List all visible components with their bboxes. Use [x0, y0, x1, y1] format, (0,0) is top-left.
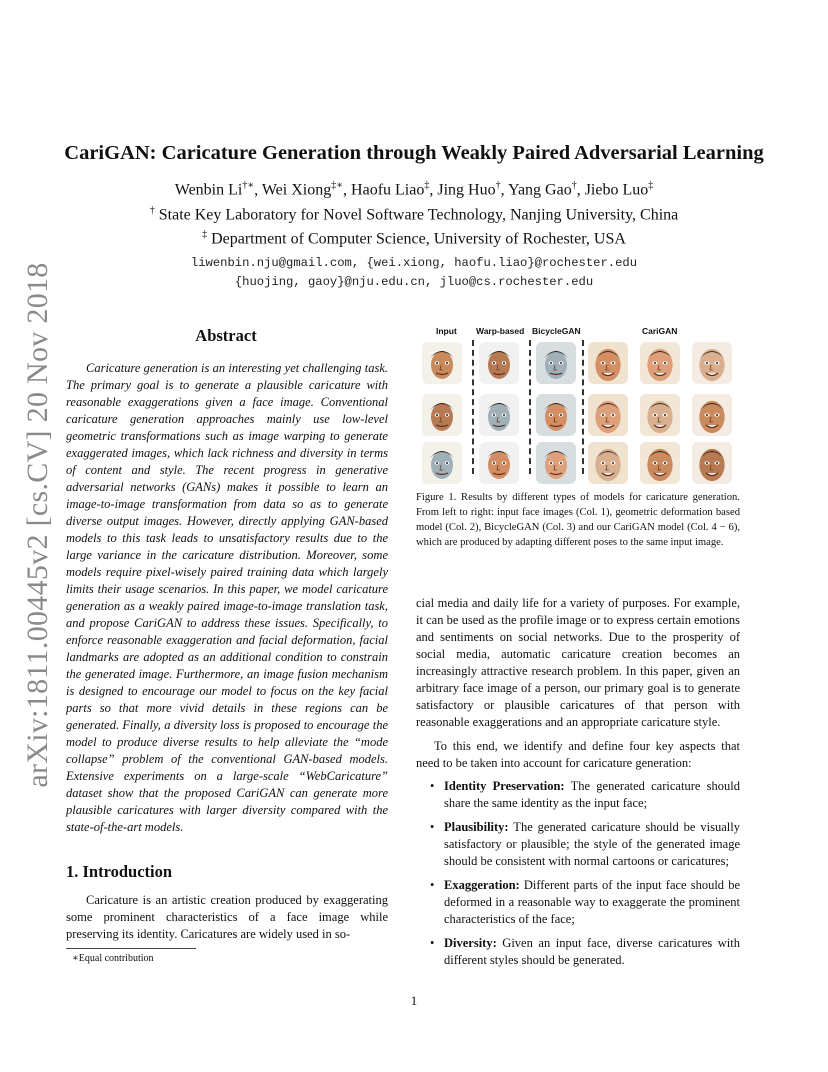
author-mark: † — [571, 180, 577, 191]
face-thumbnail — [479, 394, 519, 436]
column-header-bicyclegan: BicycleGAN — [532, 326, 581, 336]
aspect-term: Plausibility: — [444, 820, 509, 834]
figure-1-caption: Figure 1. Results by different types of models for caricature generation. From left to right: input face images (Col. 1), geometric deformation based model (Col. 2), BicycleGAN (Col. 3) and our CariGAN model (Col. 4 − 6), which are produced by adapting different poses to the same input image. — [416, 492, 740, 548]
affiliation-nanjing — [0, 205, 828, 224]
face-thumbnail — [422, 442, 462, 484]
affiliation-text: State Key Laboratory for Novel Software Technology, Nanjing University, China — [154, 206, 679, 224]
page-number: 1 — [410, 993, 418, 1008]
aspect-term: Exaggeration: — [444, 878, 520, 892]
arxiv-id-text: arXiv:1811.00445v2 [cs.CV] 20 Nov 2018 — [21, 262, 54, 788]
author-emails-line-2: {huojing, gaoy}@nju.edu.cn, jluo@cs.rochester.edu — [234, 275, 594, 289]
author-mark: ‡ — [424, 180, 430, 191]
author-list — [0, 180, 828, 199]
column-divider — [582, 340, 584, 474]
face-thumbnail — [536, 342, 576, 384]
author-name: Wenbin Li — [174, 181, 243, 199]
introduction-heading: 1. Introduction — [66, 862, 173, 881]
face-thumbnail — [692, 394, 732, 436]
aspect-text: The generated caricature should be visually satisfactory or plausible; the style of the generated image should be consistent with normal cartoons or caricatures; — [444, 820, 740, 868]
introduction-body: Caricature is an artistic creation produced by exaggerating some prominent characteristics of a face image while preserving its identity. Caricatures are widely used in so- — [66, 893, 388, 941]
author-name: Yang Gao — [507, 181, 572, 199]
author-name: Jiebo Luo — [584, 181, 649, 199]
aspects-intro: To this end, we identify and define four key aspects that need to be taken into account for caricature generation: — [416, 739, 740, 770]
column-header-carigan: CariGAN — [642, 326, 678, 336]
abstract-heading: Abstract — [195, 326, 257, 345]
author-name: Wei Xiong — [261, 181, 332, 199]
face-thumbnail — [422, 394, 462, 436]
column-header-warp-based: Warp-based — [476, 326, 525, 336]
aspect-text: The generated caricature should share the same identity as the input face; — [444, 779, 740, 810]
author-name: Haofu Liao — [351, 181, 425, 199]
author-separator: , — [576, 181, 585, 199]
aspect-text: Given an input face, diverse caricatures with different styles should be generated. — [444, 936, 740, 967]
paper-title: CariGAN: Caricature Generation through Weakly Paired Adversarial Learning — [64, 142, 764, 164]
author-separator: , — [254, 181, 262, 199]
face-thumbnail — [640, 394, 680, 436]
face-thumbnail — [640, 442, 680, 484]
face-thumbnail — [479, 342, 519, 384]
author-mark: ‡∗ — [331, 180, 344, 191]
author-separator: , — [429, 181, 438, 199]
abstract-body: Caricature generation is an interesting yet challenging task. The primary goal is to generate a plausible caricature with reasonable exaggerations given a face image. Conventional caricature generation approaches mainly use low-level geometric transformations such as image warping to generate exaggerated images, which lack richness and diversity in terms of content and style. The recent progress in generative adversarial networks (GANs) makes it possible to learn an image-to-image transformation from data so as to generate diverse output images. However, directly applying GAN-based models to this task leads to unsatisfactory results due to the large variance in the caricature distribution. Moreover, some models require pixel-wisely paired training data which largely limits their usage scenarios. In this paper, we model caricature generation as a weakly paired image-to-image translation task, and propose CariGAN to address these issues. Specifically, to enforce reasonable exaggeration and facial deformation, facial landmarks are adopted as an additional condition to constrain the generated image. Furthermore, an image fusion mechanism is designed to encourage our model to focus on the key facial parts so that more vivid details in these regions can be generated. Finally, a diversity loss is proposed to encourage the model to produce diverse results to help alleviate the “mode collapse” problem of the conventional GAN-based models. Extensive experiments on a large-scale “WebCaricature” dataset show that the proposed CariGAN can generate more plausible caricatures with larger diversity compared with the state-of-the-art models. — [66, 361, 388, 834]
face-thumbnail — [640, 342, 680, 384]
face-thumbnail — [692, 342, 732, 384]
bullet-icon: • — [430, 779, 435, 793]
face-thumbnail — [422, 342, 462, 384]
author-separator: , — [343, 181, 352, 199]
face-thumbnail — [588, 342, 628, 384]
author-mark: † — [495, 180, 501, 191]
affiliation-text: Department of Computer Science, University of Rochester, USA — [207, 230, 626, 248]
arxiv-side-stamp — [18, 262, 58, 788]
footnote-rule — [66, 948, 196, 949]
face-thumbnail — [588, 394, 628, 436]
affiliation-rochester — [0, 229, 828, 248]
face-thumbnail — [479, 442, 519, 484]
author-mark: †∗ — [242, 180, 255, 191]
column-header-input: Input — [436, 326, 457, 336]
face-thumbnail — [692, 442, 732, 484]
aspect-text: Different parts of the input face should be deformed in a reasonable way to exaggerate the prominent characteristics of the face; — [444, 878, 740, 926]
face-thumbnail — [588, 442, 628, 484]
aspect-diversity — [416, 935, 740, 969]
author-emails-line-1: liwenbin.nju@gmail.com, {wei.xiong, haofu.liao}@rochester.edu — [190, 256, 638, 270]
author-name: Jing Huo — [437, 181, 496, 199]
key-aspects-list — [416, 778, 740, 976]
affiliation-mark: ‡ — [202, 229, 208, 240]
column-divider — [529, 340, 531, 474]
author-mark: ‡ — [648, 180, 654, 191]
footnote-equal-contribution: ∗Equal contribution — [72, 953, 154, 964]
column-divider — [472, 340, 474, 474]
aspect-term: Identity Preservation: — [444, 779, 565, 793]
author-separator: , — [500, 181, 508, 199]
face-thumbnail — [536, 442, 576, 484]
affiliation-mark: † — [149, 205, 155, 216]
bullet-icon: • — [430, 936, 435, 950]
face-thumbnail — [536, 394, 576, 436]
aspect-plausibility — [416, 819, 740, 870]
figure-1-image-grid — [416, 326, 744, 474]
bullet-icon: • — [430, 878, 435, 892]
aspect-identity-preservation — [416, 778, 740, 812]
bullet-icon: • — [430, 820, 435, 834]
aspect-exaggeration — [416, 877, 740, 928]
aspect-term: Diversity: — [444, 936, 497, 950]
introduction-continued: cial media and daily life for a variety of purposes. For example, it can be used as the profile image or to express certain emotions and sentiments on social networks. Due to the prosperity of social media, automatic caricature creation becomes an increasingly attractive research problem. In this paper, given an arbitrary face image of a person, our primary goal is to generate satisfactory or plausible caricatures of that person with reasonable exaggerations and an appropriate caricature style. — [416, 596, 740, 729]
